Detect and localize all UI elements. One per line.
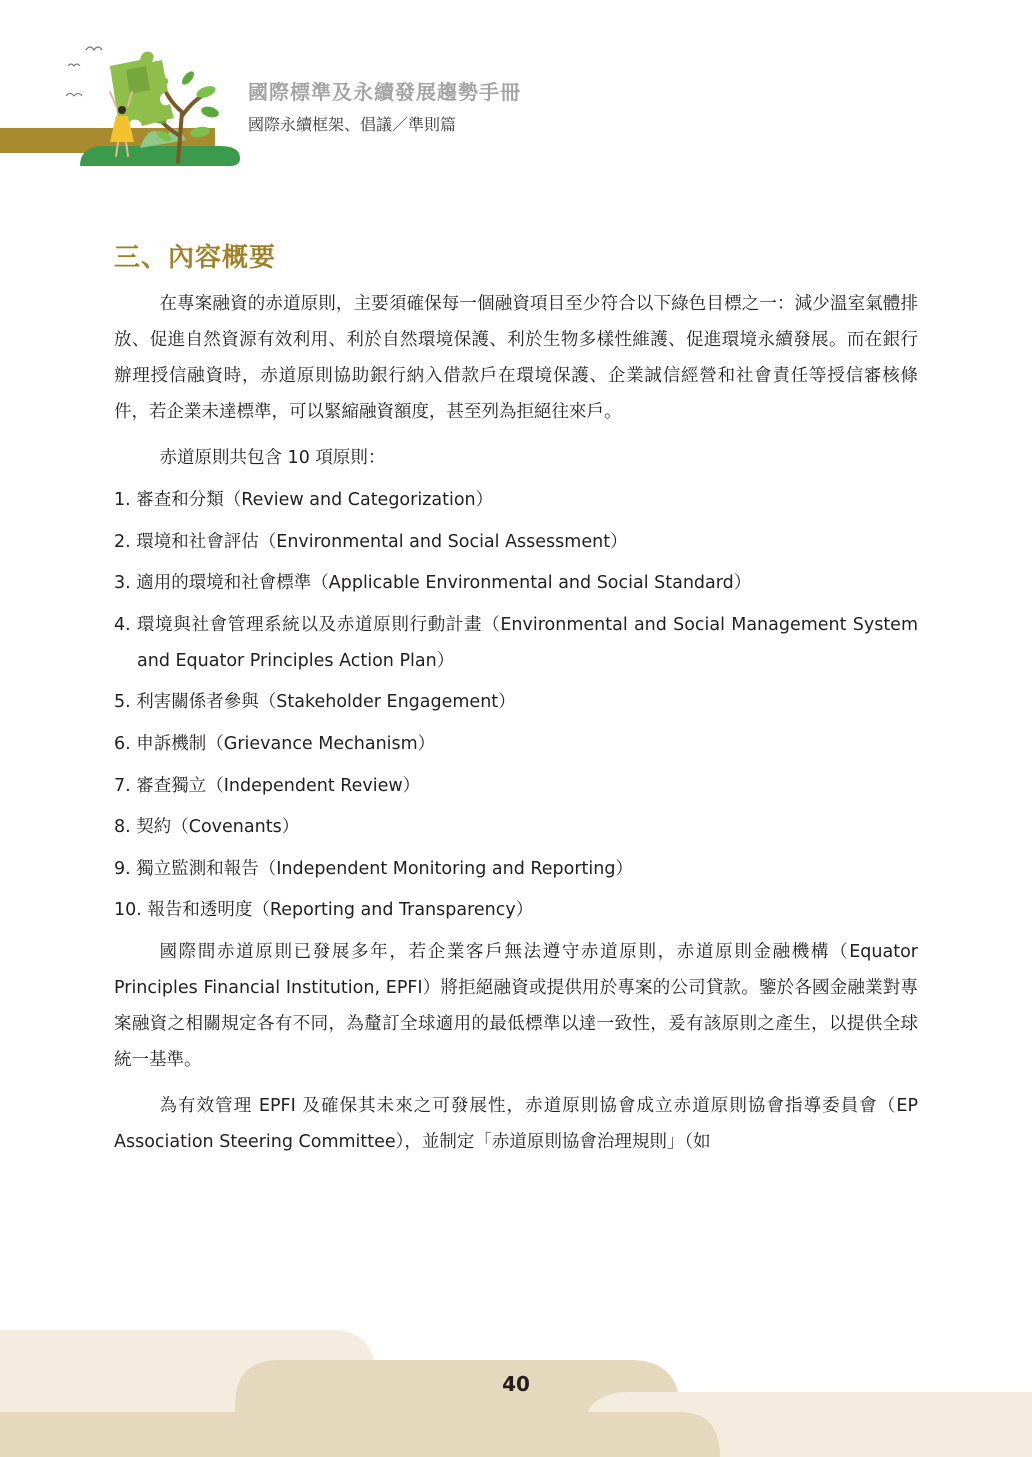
intro-paragraph: 在專案融資的赤道原則，主要須確保每一個融資項目至少符合以下綠色目標之一：減少溫室氣體排放、促進自然資源有效利用、利於自然環境保護、利於生物多樣性維護、促進環境永續發展。而在銀行辦理授信融資時，赤道原則協助銀行納入借款戶在環境保護、企業誠信經營和社會責任等授信審核條件，若企業未達標準，可以緊縮融資額度，甚至列為拒絕往來戶。 — [114, 294, 918, 422]
main-content — [114, 238, 918, 1160]
handbook-subtitle: 國際永續框架、倡議／準則篇 — [248, 115, 457, 134]
tree-with-puzzle-piece-and-girl-icon — [60, 36, 250, 172]
list-item: 6. 申訴機制（Grievance Mechanism） — [114, 733, 436, 754]
epfi-paragraph: 國際間赤道原則已發展多年，若企業客戶無法遵守赤道原則，赤道原則金融機構（Equator Principles Financial Institution, EPFI）將拒絕融資或提供用於專案的公司貸款。鑒於各國金融業對專案融資之相關規定各有不同，為釐訂全球適用的最低標準以達一致性，爰有該原則之產生，以提供全球統一基準。 — [114, 941, 918, 1070]
handbook-title: 國際標準及永續發展趨勢手冊 — [248, 80, 521, 104]
list-item: 9. 獨立監測和報告（Independent Monitoring and Reporting） — [114, 858, 633, 879]
list-item: 7. 審查獨立（Independent Review） — [114, 775, 421, 796]
page-number: 40 — [502, 1372, 530, 1396]
list-item: 1. 審查和分類（Review and Categorization） — [114, 490, 494, 510]
steering-committee-paragraph: 為有效管理 EPFI 及確保其未來之可發展性，赤道原則協會成立赤道原則協會指導委員會（EP Association Steering Committee），並制定「赤道原則協會治理規則」（如 — [114, 1095, 918, 1152]
list-item: 10. 報告和透明度（Reporting and Transparency） — [114, 900, 534, 921]
principles-list — [114, 482, 918, 928]
list-item: 3. 適用的環境和社會標準（Applicable Environmental and Social Standard） — [114, 573, 752, 594]
list-item: 2. 環境和社會評估（Environmental and Social Assessment） — [114, 531, 628, 552]
list-item: 8. 契約（Covenants） — [114, 817, 300, 838]
principles-intro: 赤道原則共包含 10 項原則： — [159, 448, 386, 468]
section-title: 三、內容概要 — [114, 243, 277, 273]
list-item: 4. 環境與社會管理系統以及赤道原則行動計畫（Environmental and Social Management System and Equator Principles Action Plan） — [114, 614, 918, 671]
list-item: 5. 利害關係者參與（Stakeholder Engagement） — [114, 692, 516, 713]
page-header — [0, 0, 1032, 180]
